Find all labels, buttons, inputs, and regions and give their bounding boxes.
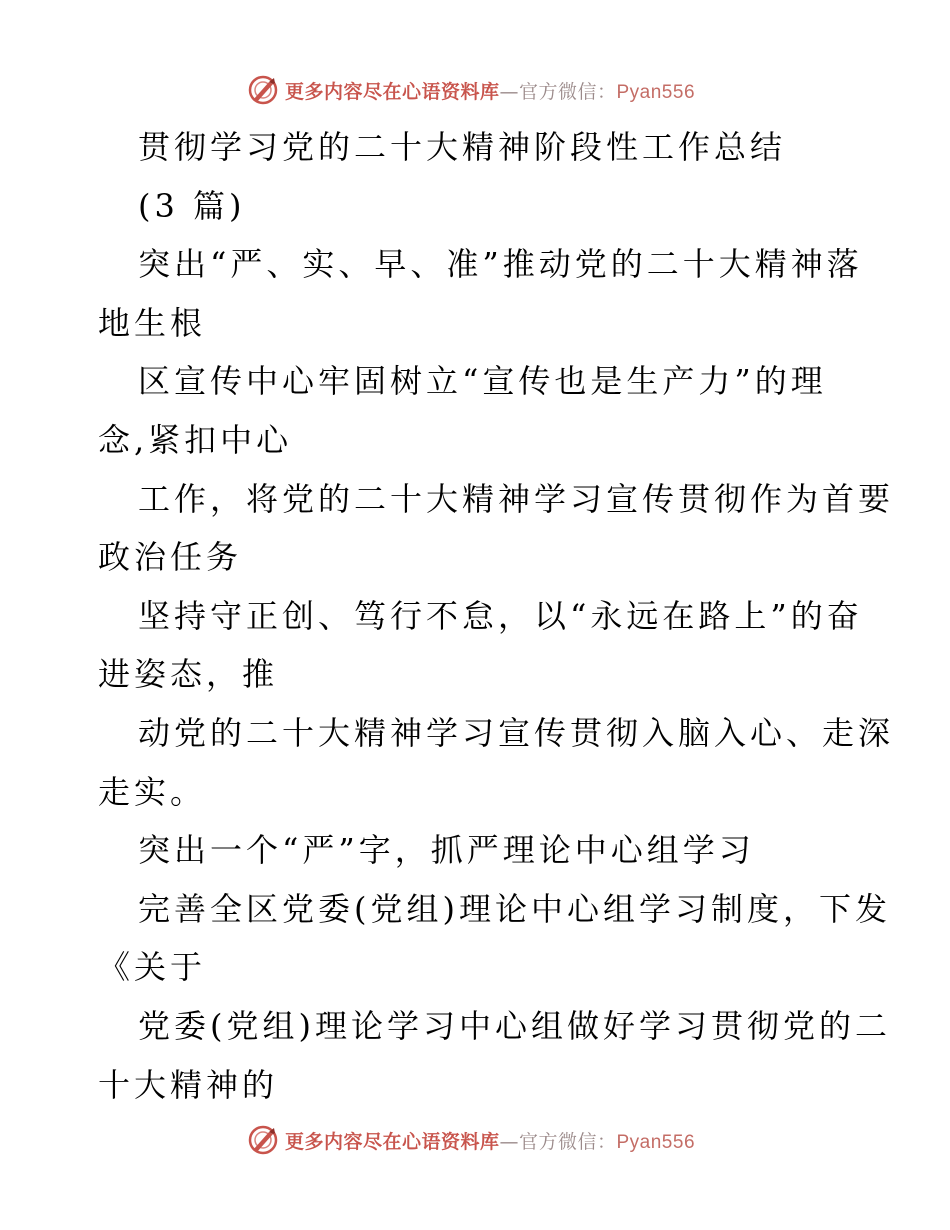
watermark-sub: 官方微信： [518, 1130, 617, 1153]
doc-line: 念,紧扣中心 [98, 420, 293, 459]
doc-line: 《关于 [98, 948, 207, 987]
doc-line: 区宣传中心牢固树立“宣传也是生产力”的理 [138, 362, 827, 401]
document-body [98, 118, 895, 1114]
pen-logo-icon [247, 74, 279, 106]
doc-line: 动党的二十大精神学习宣传贯彻入脑入心、走深 [138, 713, 895, 752]
doc-line: 政治任务 [98, 538, 243, 577]
watermark-id: Pyan556 [616, 81, 696, 103]
watermark-header [0, 70, 950, 110]
watermark-id: Pyan556 [616, 1131, 696, 1153]
watermark-sub: 官方微信： [518, 80, 617, 103]
watermark-text [285, 1127, 695, 1154]
doc-line: 走实。 [98, 772, 207, 811]
pen-logo-icon [247, 1124, 279, 1156]
doc-line: 十大精神的 [98, 1065, 279, 1104]
watermark-footer [0, 1120, 950, 1160]
doc-line: 工作，将党的二十大精神学习宣传贯彻作为首要 [138, 479, 895, 518]
doc-line: 地生根 [98, 303, 207, 342]
watermark-dash: — [499, 80, 519, 103]
doc-line-title: 贯彻学习党的二十大精神阶段性工作总结 [138, 128, 787, 166]
doc-line-subtitle: (3 篇) [138, 186, 246, 225]
doc-line: 突出一个“严”字，抓严理论中心组学习 [138, 831, 755, 870]
watermark-main: 更多内容尽在心语资料库 [284, 80, 500, 103]
doc-line: 党委(党组)理论学习中心组做好学习贯彻党的二 [138, 1006, 891, 1045]
doc-line: 突出“严、实、早、准”推动党的二十大精神落 [138, 245, 863, 284]
watermark-main: 更多内容尽在心语资料库 [284, 1130, 500, 1153]
watermark-dash: — [499, 1130, 519, 1153]
watermark-text [285, 77, 695, 104]
doc-line: 进姿态，推 [98, 655, 279, 694]
doc-line: 完善全区党委(党组)理论中心组学习制度，下发 [138, 889, 891, 928]
doc-line: 坚持守正创、笃行不怠，以“永远在路上”的奋 [138, 596, 863, 635]
